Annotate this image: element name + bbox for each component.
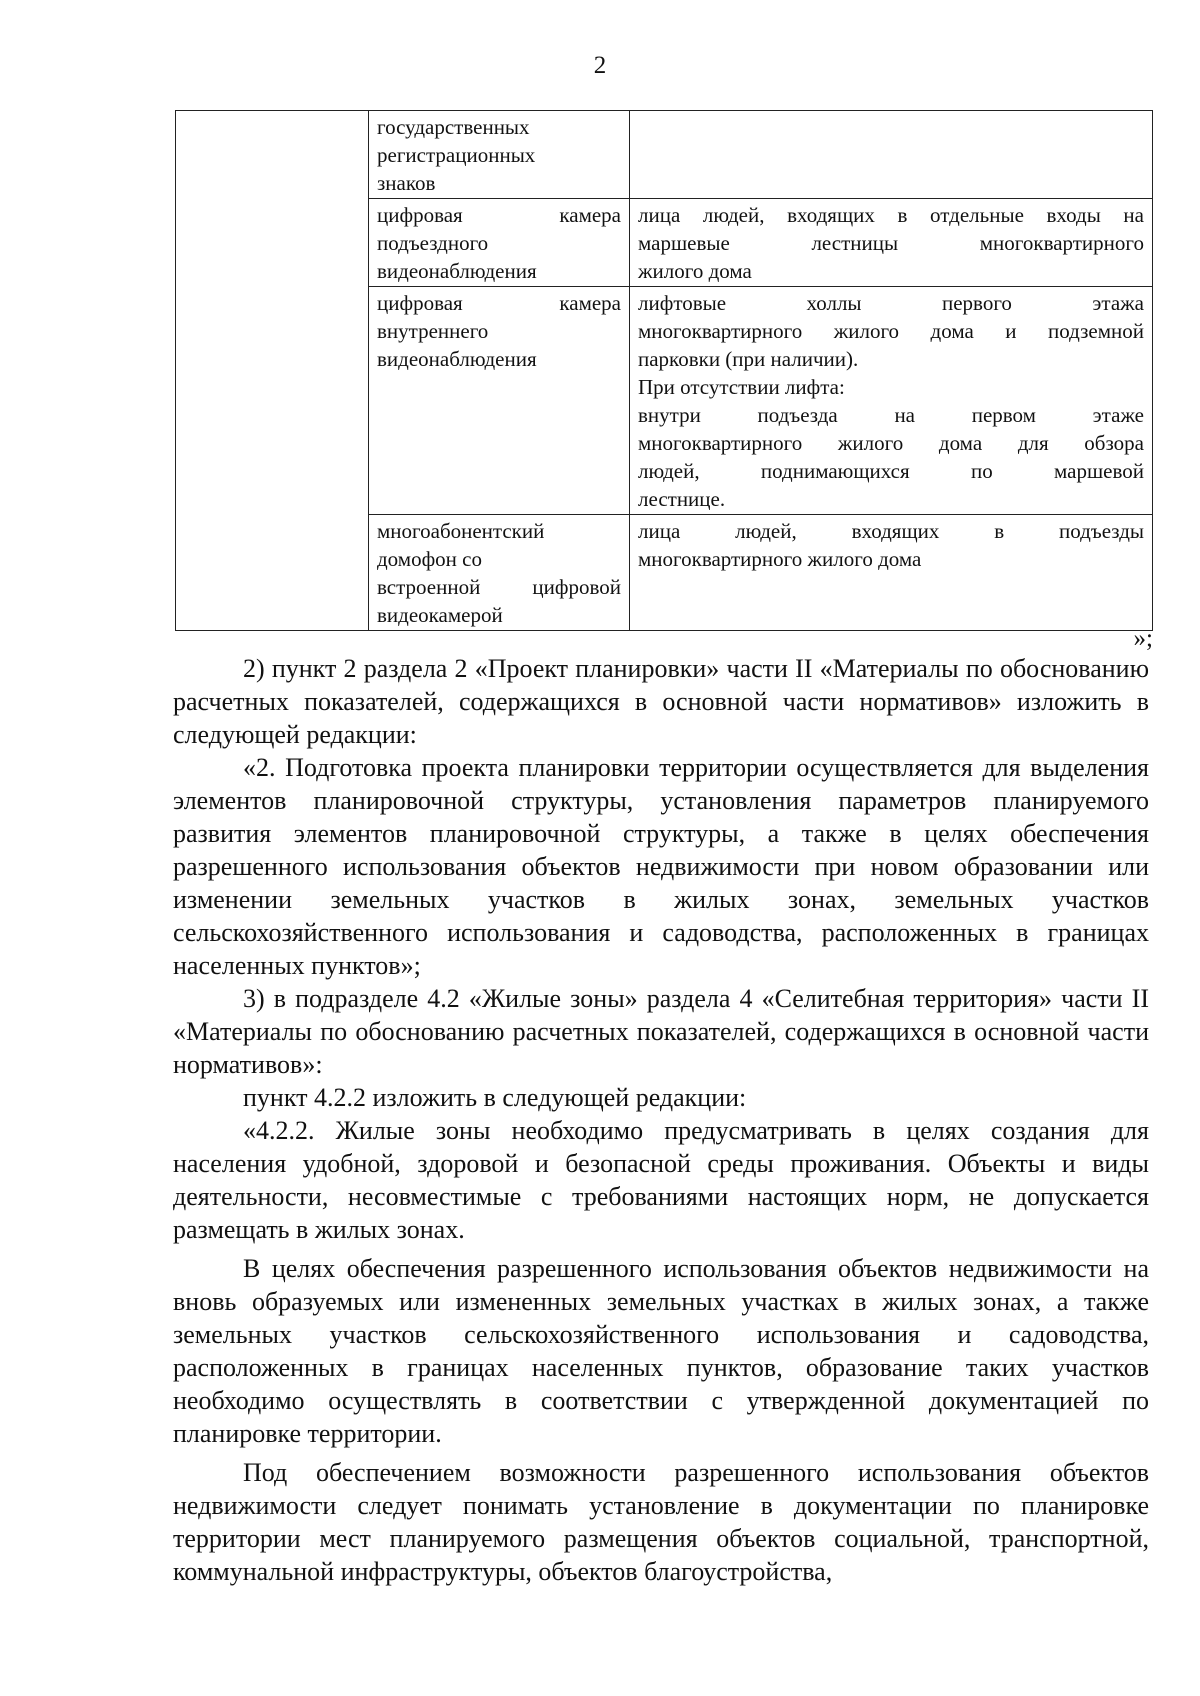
body-text (173, 652, 1149, 1588)
device-cell (369, 515, 630, 631)
device-line: государственных (377, 115, 530, 139)
paragraph: В целях обеспечения разрешенного использования объектов недвижимости на вновь образуемых или измененных земельных участках в жилых зонах, а также земельных участков сельскохозяйственного использования и садоводства, расположенных в границах населенных пунктов, образование таких участков необходимо осуществлять в соответствии с утвержденной документацией по планировке территории. (173, 1254, 1149, 1448)
device-line: внутреннего (377, 319, 489, 343)
device-line: видеокамерой (377, 603, 503, 627)
device-line: видеонаблюдения (377, 347, 537, 371)
coverage-line: многоквартирного жилого дома (638, 547, 922, 571)
coverage-line: маршевые лестницы многоквартирного (638, 231, 1144, 255)
device-line: подъездного (377, 231, 489, 255)
coverage-line: многоквартирного жилого дома и подземной (638, 319, 1144, 343)
device-line: цифровая камера (377, 291, 621, 315)
coverage-line: внутри подъезда на первом этаже (638, 403, 1144, 427)
page-number: 2 (593, 52, 607, 79)
coverage-cell (630, 287, 1153, 515)
coverage-line: При отсутствии лифта: (638, 375, 845, 399)
paragraph: «4.2.2. Жилые зоны необходимо предусматривать в целях создания для населения удобной, здоровой и безопасной среды проживания. Объекты и виды деятельности, несовместимые с требованиями настоящих норм, не допускается размещать в жилых зонах. (173, 1116, 1149, 1244)
coverage-line: лестнице. (638, 487, 726, 511)
device-line: цифровая камера (377, 203, 621, 227)
device-line: домофон со (377, 547, 482, 571)
device-line: регистрационных (377, 143, 536, 167)
empty-first-column-cell (176, 111, 369, 631)
device-cell (369, 199, 630, 287)
coverage-cell (630, 199, 1153, 287)
coverage-line: многоквартирного жилого дома для обзора (638, 431, 1144, 455)
coverage-line: людей, поднимающихся по маршевой (638, 459, 1144, 483)
device-line: знаков (377, 171, 436, 195)
coverage-line: лица людей, входящих в подъезды (638, 519, 1144, 543)
coverage-line: жилого дома (638, 259, 752, 283)
paragraph: 3) в подразделе 4.2 «Жилые зоны» раздела 4 «Селитебная территория» части II «Материалы по обоснованию расчетных показателей, содержащихся в основной части нормативов»: (173, 984, 1149, 1079)
device-cell (369, 111, 630, 199)
device-cell (369, 287, 630, 515)
equipment-table (175, 110, 1153, 631)
coverage-line: лифтовые холлы первого этажа (638, 291, 1144, 315)
paragraph: пункт 4.2.2 изложить в следующей редакции: (243, 1083, 747, 1112)
coverage-line: лица людей, входящих в отдельные входы на (638, 203, 1144, 227)
paragraph: Под обеспечением возможности разрешенного использования объектов недвижимости следует понимать установление в документации по планировке территории мест планируемого размещения объектов социальной, транспортной, коммунальной инфраструктуры, объектов благоустройства, (173, 1458, 1149, 1586)
table-closing-quote: »; (1133, 625, 1153, 652)
coverage-cell (630, 111, 1153, 199)
device-line: встроенной цифровой (377, 575, 621, 599)
device-line: видеонаблюдения (377, 259, 537, 283)
coverage-line: парковки (при наличии). (638, 347, 859, 371)
paragraph: 2) пункт 2 раздела 2 «Проект планировки» части II «Материалы по обоснованию расчетных показателей, содержащихся в основной части нормативов» изложить в следующей редакции: (173, 654, 1149, 749)
paragraph: «2. Подготовка проекта планировки территории осуществляется для выделения элементов планировочной структуры, установления параметров планируемого развития элементов планировочной структуры, а также в целях обеспечения разрешенного использования объектов недвижимости при новом образовании или изменении земельных участков в жилых зонах, земельных участков сельскохозяйственного использования и садоводства, расположенных в границах населенных пунктов»; (173, 753, 1149, 980)
coverage-cell (630, 515, 1153, 631)
table-row (176, 111, 1153, 199)
device-line: многоабонентский (377, 519, 545, 543)
